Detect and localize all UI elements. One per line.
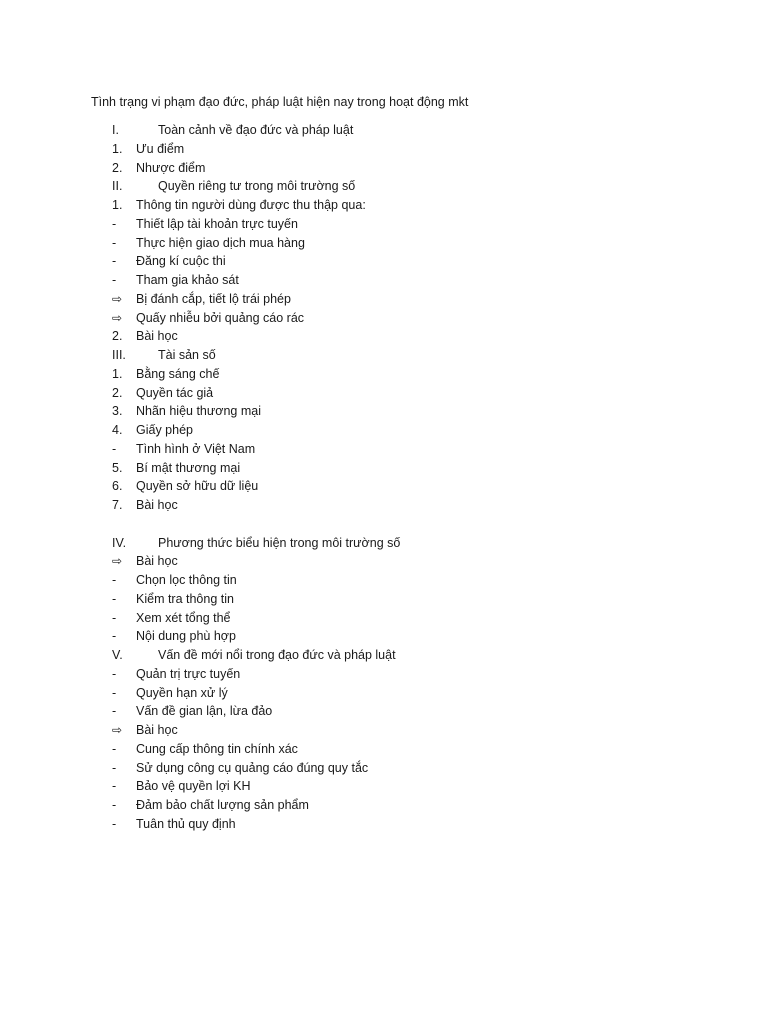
list-number: 2. — [112, 329, 123, 344]
outline-item — [0, 234, 768, 253]
outline-item — [0, 271, 768, 290]
item-text: Bài học — [136, 723, 178, 737]
item-text: Đảm bảo chất lượng sản phẩm — [136, 798, 309, 812]
item-text: Nội dung phù hợp — [136, 629, 236, 644]
item-text: Đăng kí cuộc thi — [136, 254, 226, 269]
outline-item — [0, 796, 768, 815]
item-text: Quyền tác giả — [136, 385, 214, 400]
list-number: 3. — [112, 404, 123, 419]
item-text: Bị đánh cắp, tiết lộ trái phép — [136, 291, 291, 306]
outline-item — [0, 252, 768, 271]
item-text: Tham gia khảo sát — [136, 273, 239, 287]
item-text: Bảo vệ quyền lợi KH — [136, 779, 251, 794]
outline-heading — [0, 646, 768, 665]
list-number: 1. — [112, 141, 123, 156]
item-text: Cung cấp thông tin chính xác — [136, 741, 298, 756]
outline-item — [0, 290, 768, 309]
arrow-bullet-icon: ⇨ — [112, 554, 123, 569]
item-text: Quyền hạn xử lý — [136, 685, 228, 700]
item-text: Quản trị trực tuyến — [136, 666, 241, 681]
list-number: IV. — [112, 535, 127, 550]
outline-item — [0, 777, 768, 796]
list-number: 2. — [112, 385, 123, 400]
heading-text: Quyền riêng tư trong môi trường số — [158, 179, 356, 194]
outline-item — [0, 215, 768, 234]
dash-bullet: - — [112, 573, 117, 587]
item-text: Xem xét tổng thể — [136, 610, 231, 625]
dash-bullet: - — [112, 591, 117, 606]
dash-bullet: - — [112, 741, 117, 756]
outline-item — [0, 140, 768, 159]
dash-bullet: - — [112, 816, 117, 831]
item-text: Giấy phép — [136, 423, 193, 437]
outline-item — [0, 684, 768, 703]
dash-bullet: - — [112, 254, 117, 269]
item-text: Thực hiện giao dịch mua hàng — [136, 235, 305, 250]
outline-heading — [0, 121, 768, 140]
item-text: Bài học — [136, 329, 178, 344]
outline-list — [0, 121, 768, 834]
item-text: Bài học — [136, 554, 178, 569]
heading-text: Phương thức biểu hiện trong môi trường số — [158, 535, 401, 550]
dash-bullet: - — [112, 666, 117, 681]
arrow-bullet-icon: ⇨ — [112, 723, 123, 737]
list-number: II. — [112, 179, 123, 194]
dash-bullet: - — [112, 704, 117, 719]
list-number: I. — [112, 123, 119, 137]
item-text: Quấy nhiễu bởi quảng cáo rác — [136, 310, 305, 325]
outline-item — [0, 309, 768, 328]
item-text: Tuân thủ quy định — [136, 816, 236, 831]
outline-item — [0, 459, 768, 478]
outline-item — [0, 440, 768, 459]
list-number: 1. — [112, 198, 123, 212]
outline-item — [0, 740, 768, 759]
list-number: 2. — [112, 160, 123, 175]
arrow-bullet-icon: ⇨ — [112, 310, 123, 325]
item-text: Vấn đề gian lận, lừa đảo — [136, 704, 273, 719]
outline-item — [0, 702, 768, 721]
outline-heading — [0, 177, 768, 196]
dash-bullet: - — [112, 235, 117, 250]
blank-line — [0, 515, 768, 534]
item-text: Nhược điểm — [136, 160, 206, 175]
outline-item — [0, 665, 768, 684]
dash-bullet: - — [112, 216, 117, 231]
dash-bullet: - — [112, 685, 117, 700]
list-number: 4. — [112, 423, 123, 437]
arrow-bullet-icon: ⇨ — [112, 291, 123, 306]
dash-bullet: - — [112, 629, 117, 644]
outline-item — [0, 421, 768, 440]
outline-item — [0, 609, 768, 628]
dash-bullet: - — [112, 441, 117, 456]
item-text: Bí mật thương mại — [136, 460, 241, 475]
list-number: 6. — [112, 479, 123, 494]
item-text: Thiết lập tài khoản trực tuyến — [136, 216, 298, 231]
outline-item — [0, 721, 768, 740]
heading-text: Vấn đề mới nổi trong đạo đức và pháp luật — [158, 648, 396, 662]
outline-item — [0, 384, 768, 403]
list-number: 5. — [112, 460, 123, 475]
item-text: Bài học — [136, 498, 178, 512]
document-title: Tình trạng vi phạm đạo đức, pháp luật hiện nay trong hoạt động mkt — [91, 95, 469, 109]
item-text: Ưu điểm — [136, 141, 185, 156]
item-text: Kiểm tra thông tin — [136, 591, 234, 606]
outline-item — [0, 402, 768, 421]
outline-item — [0, 759, 768, 778]
outline-item — [0, 571, 768, 590]
dash-bullet: - — [112, 610, 117, 625]
outline-item — [0, 196, 768, 215]
dash-bullet: - — [112, 779, 117, 794]
list-number: V. — [112, 648, 123, 662]
item-text: Chọn lọc thông tin — [136, 573, 237, 587]
item-text: Sử dụng công cụ quảng cáo đúng quy tắc — [136, 760, 369, 775]
outline-heading — [0, 346, 768, 365]
item-text: Thông tin người dùng được thu thập qua: — [136, 198, 366, 212]
item-text: Tình hình ở Việt Nam — [136, 441, 256, 456]
outline-item — [0, 496, 768, 515]
list-number: 7. — [112, 498, 123, 512]
dash-bullet: - — [112, 760, 117, 775]
outline-item — [0, 327, 768, 346]
list-number: 1. — [112, 366, 123, 381]
list-number: III. — [112, 348, 126, 362]
item-text: Bằng sáng chế — [136, 366, 220, 381]
item-text: Quyền sở hữu dữ liệu — [136, 479, 259, 494]
outline-item — [0, 590, 768, 609]
heading-text: Tài sản số — [158, 348, 216, 362]
outline-heading — [0, 534, 768, 553]
dash-bullet: - — [112, 273, 117, 287]
outline-item — [0, 552, 768, 571]
outline-item — [0, 815, 768, 834]
outline-item — [0, 159, 768, 178]
item-text: Nhãn hiệu thương mại — [136, 404, 261, 419]
outline-item — [0, 627, 768, 646]
outline-item — [0, 365, 768, 384]
outline-item — [0, 477, 768, 496]
heading-text: Toàn cảnh về đạo đức và pháp luật — [158, 123, 354, 137]
dash-bullet: - — [112, 798, 117, 812]
